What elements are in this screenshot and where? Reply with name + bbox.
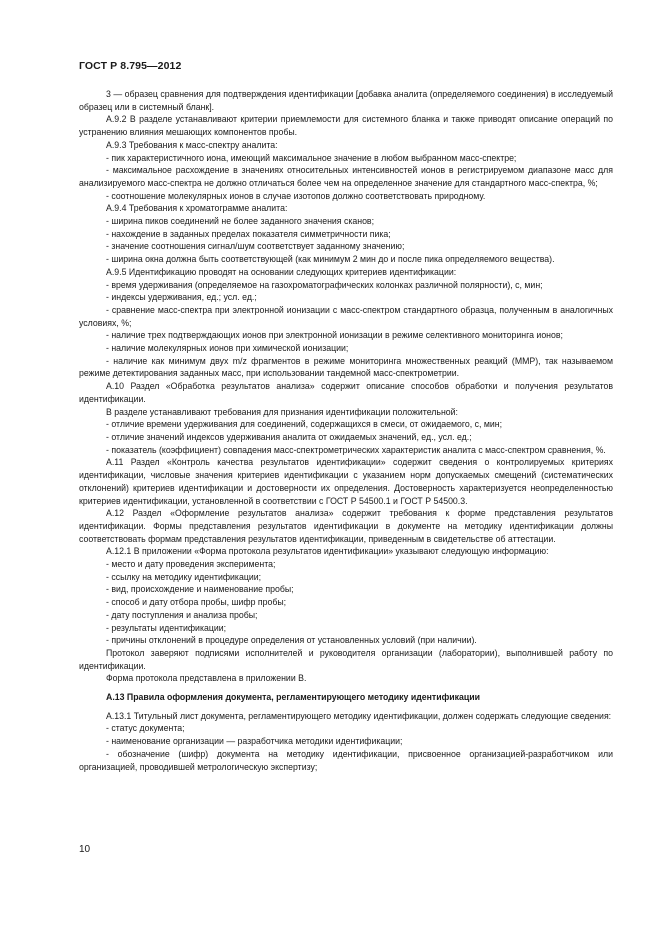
paragraph: А.10 Раздел «Обработка результатов анализа» содержит описание способов обработки и получения результатов идентификации. [79,381,613,404]
paragraph: А.9.3 Требования к масс-спектру аналита: [106,139,278,150]
list-item: - максимальное расхождение в значениях относительных интенсивностей ионов в регистрируемом диапазоне масс для анализируемого масс-спектра не должно отличаться более чем на определенное значение для стандартного масс-спектра, %; [79,165,613,188]
list-item: - сравнение масс-спектра при электронной ионизации с масс-спектром стандартного образца, полученным в аналогичных условиях, %; [79,304,613,328]
list-item: - время удерживания (определяемое на газохроматографических колонках различной полярности), с, мин; [106,279,543,290]
list-item: - наличие трех подтверждающих ионов при электронной ионизации в режиме селективного мониторинга ионов; [106,330,563,341]
paragraph: А.9.2 В разделе устанавливают критерии приемлемости для системного бланка и также приводят описание операций по устранению влияния мешающих компонентов пробы. [79,114,613,138]
list-item: - место и дату проведения эксперимента; [106,559,276,570]
section-heading: А.13 Правила оформления документа, регламентирующего методику идентификации [106,692,481,703]
list-item: - способ и дату отбора пробы, шифр пробы; [106,597,287,608]
list-item: - наименование организации — разработчика методики идентификации; [106,736,403,747]
page-number: 10 [79,844,91,855]
paragraph: Протокол заверяют подписями исполнителей и руководителя организации (лаборатории), выполнившей работу по идентификации. [79,647,613,671]
list-item: - статус документа; [106,723,185,734]
list-item: - ссылку на методику идентификации; [106,571,262,582]
paragraph: А.12.1 В приложении «Форма протокола результатов идентификации» указывают следующую информацию: [106,546,549,557]
list-item: - нахождение в заданных пределах показателя симметричности пика; [106,228,391,239]
paragraph: А.9.5 Идентификацию проводят на основании следующих критериев идентификации: [106,266,457,277]
page-body [79,88,613,773]
list-item: - обозначение (шифр) документа на методику идентификации, присвоенное организацией-разработчиком или организацией, проводившей метрологическую экспертизу; [79,748,613,772]
list-item: - значение соотношения сигнал/шум соответствует заданному значению; [106,241,405,252]
paragraph: А.11 Раздел «Контроль качества результатов идентификации» содержит сведения о контролируемых критериях идентификации, числовые значения критериев идентификации с указанием норм допускаемых смещений (систематических отклонений) критериев идентификации и достоверности их определения. Достоверность характеризуется неопределенностью критериев идентификации, установленной в соответствии с ГОСТ Р 54500.1 и ГОСТ Р 54500.3. [79,457,613,506]
list-item: - ширина окна должна быть соответствующей (как минимум 2 мин до и после пика определяемого вещества). [106,254,555,265]
list-item: - причины отклонений в процедуре определения от установленных условий (при наличии). [106,635,477,646]
list-item: - дату поступления и анализа пробы; [106,609,258,620]
paragraph: В разделе устанавливают требования для признания идентификации положительной: [106,406,458,417]
paragraph: А.12 Раздел «Оформление результатов анализа» содержит требования к форме представления результатов идентификации. Формы представления результатов идентификации в документе на методику идентификации должны соответствовать формам представления результатов идентификации, приведенным в свидетельстве об аттестации. [79,508,613,544]
paragraph: А.13.1 Титульный лист документа, регламентирующего методику идентификации, должен содержать следующие сведения: [106,710,612,721]
list-item: - ширина пиков соединений не более заданного значения сканов; [106,216,375,227]
paragraph: 3 — образец сравнения для подтверждения идентификации [добавка аналита (определяемого соединения) в исследуемый образец или в системный бланк]. [79,89,613,112]
list-item: - соотношение молекулярных ионов в случае изотопов должно соответствовать природному. [106,190,486,201]
list-item: - отличие значений индексов удерживания аналита от ожидаемых значений, ед., усл. ед.; [106,431,472,442]
list-item: - отличие времени удерживания для соединений, содержащихся в смеси, от ожидаемого, с, мин; [106,419,503,430]
list-item: - результаты идентификации; [106,622,227,633]
list-item: - наличие молекулярных ионов при химической ионизации; [106,343,349,354]
list-item: - вид, происхождение и наименование пробы; [106,584,294,595]
paragraph: Форма протокола представлена в приложении В. [106,673,307,684]
document-header: ГОСТ Р 8.795—2012 [79,60,182,72]
list-item: - наличие как минимум двух m/z фрагментов в режиме мониторинга множественных реакций (ММР), так называемом режиме детектирования заданных масс, при использовании тандемной масс-спектрометрии. [79,355,613,379]
list-item: - пик характеристичного иона, имеющий максимальное значение в любом выбранном масс-спектре; [106,152,517,163]
list-item: - показатель (коэффициент) совпадения масс-спектрометрических характеристик аналита с масс-спектром сравнения, %. [106,444,606,455]
paragraph: А.9.4 Требования к хроматограмме аналита: [106,203,288,214]
list-item: - индексы удерживания, ед.; усл. ед.; [106,292,257,303]
